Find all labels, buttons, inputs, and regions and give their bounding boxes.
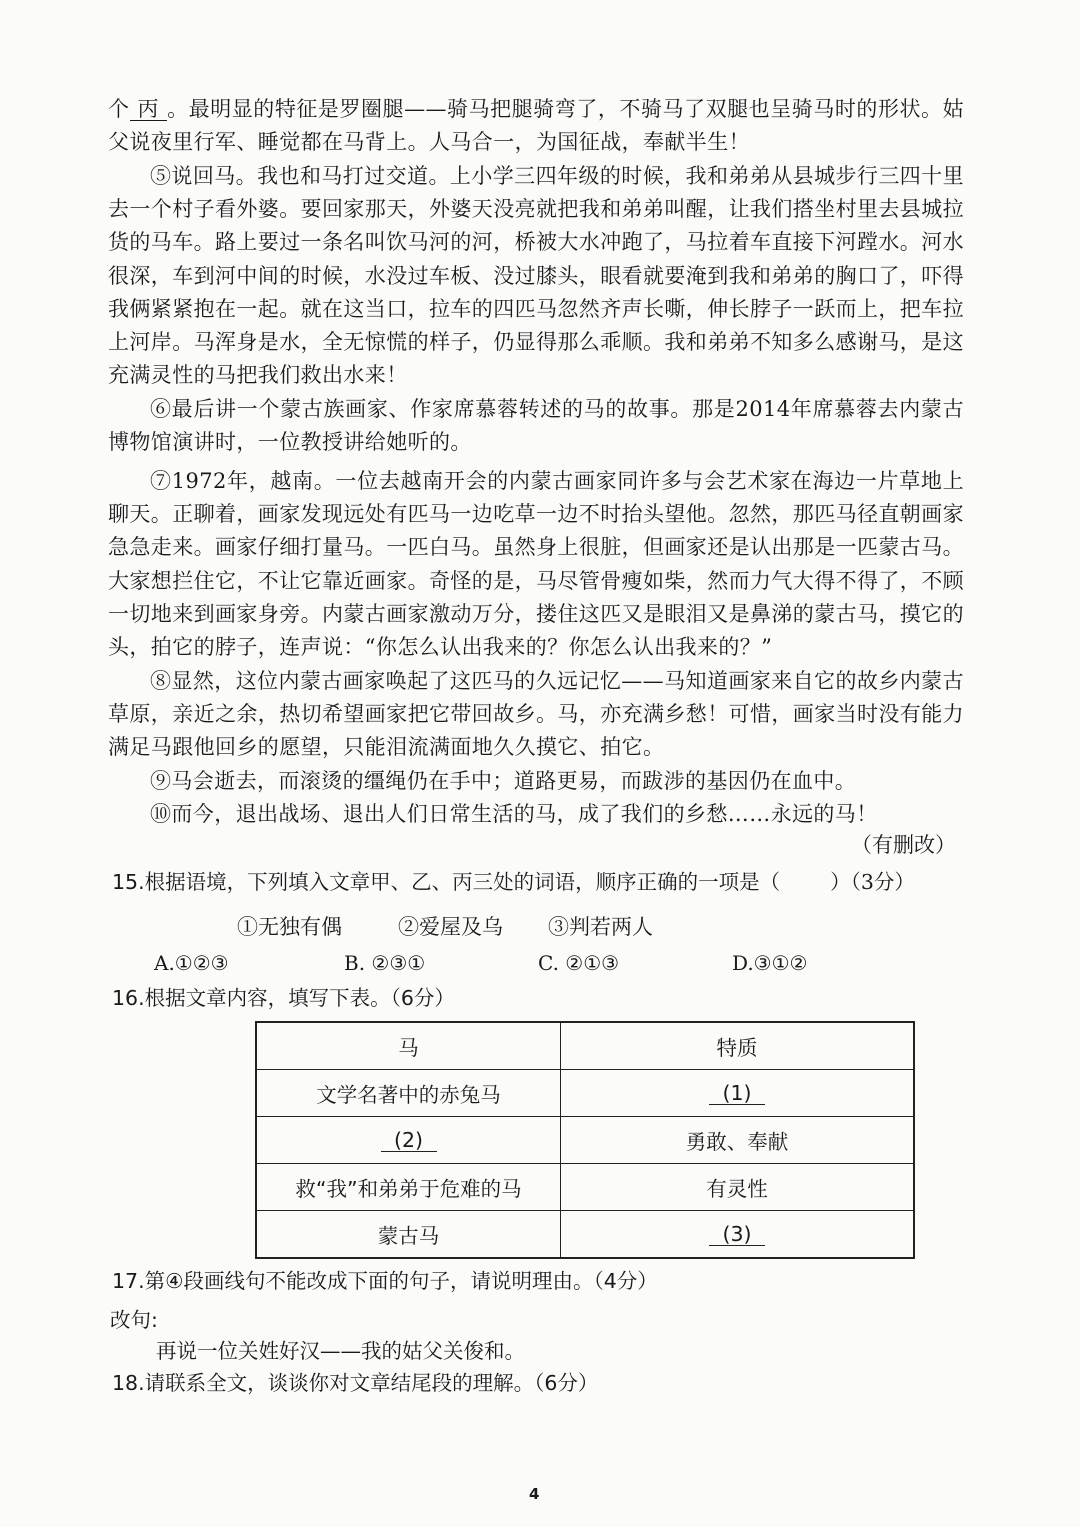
paragraph-9: ⑨马会逝去，而滚烫的缰绳仍在手中；道路更易，而跋涉的基因仍在血中。 (150, 769, 857, 793)
horse-trait-table (255, 1021, 915, 1259)
word-option-1: ①无独有偶 (237, 915, 342, 939)
cell-horse (256, 1117, 561, 1164)
q15-mark: ）（3分） (830, 870, 915, 894)
paragraph-6: ⑥最后讲一个蒙古族画家、作家席慕蓉转述的马的故事。那是2014年席慕蓉去内蒙古博物馆演讲时，一位教授讲给她听的。 (108, 397, 964, 455)
cell-horse: 救“我”和弟弟于危难的马 (256, 1164, 561, 1211)
option-c: C. ②①③ (538, 951, 620, 975)
option-d: D.③①② (732, 951, 808, 975)
option-a: A.①②③ (154, 951, 229, 975)
paragraph-8: ⑧显然，这位内蒙古画家唤起了这匹马的久远记忆——马知道画家来自它的故乡内蒙古草原，亲近之余，热切希望画家把它带回故乡。马，亦充满乡愁！可惜，画家当时没有能力满足马跟他回乡的愿望，只能泪流满面地久久摸它、拍它。 (108, 669, 964, 760)
answer-blank-3: (3) (709, 1223, 765, 1246)
question-17-stem: 17.第④段画线句不能改成下面的句子，请说明理由。（4分） (112, 1269, 658, 1293)
table-row (256, 1211, 914, 1259)
answer-blank-1: (1) (709, 1082, 765, 1105)
cell-horse: 文学名著中的赤兔马 (256, 1070, 561, 1117)
table-row (256, 1117, 914, 1164)
paragraph-10: ⑩而今，退出战场、退出人们日常生活的马，成了我们的乡愁……永远的马！ (150, 802, 878, 826)
paragraph-5: ⑤说回马。我也和马打过交道。上小学三四年级的时候，我和弟弟从县城步行三四十里去一个村子看外婆。要回家那天，外婆天没亮就把我和弟弟叫醒，让我们搭坐村里去县城拉货的马车。路上要过一条名叫饮马河的河，桥被大水冲跑了，马拉着车直接下河蹚水。河水很深，车到河中间的时候，水没过车板、没过膝头，眼看就要淹到我和弟弟的胸口了，吓得我俩紧紧抱在一起。就在这当口，拉车的四匹马忽然齐声长嘶，伸长脖子一跃而上，把车拉上河岸。马浑身是水，全无惊慌的样子，仍显得那么乖顺。我和弟弟不知多么感谢马，是这充满灵性的马把我们救出水来！ (108, 164, 964, 388)
p4-after: 。最明显的特征是罗圈腿——骑马把腿骑弯了，不骑马了双腿也呈骑马时的形状。姑父说夜里行军、睡觉都在马背上。人马合一，为国征战，奉献半生！ (108, 97, 964, 155)
question-15-stem (112, 867, 915, 897)
question-18-stem: 18.请联系全文，谈谈你对文章结尾段的理解。（6分） (112, 1371, 599, 1395)
cell-trait (561, 1070, 915, 1117)
word-option-2: ②爱屋及乌 (398, 915, 503, 939)
page-number: 4 (529, 1485, 540, 1503)
paragraph-7: ⑦1972年，越南。一位去越南开会的内蒙古画家同许多与会艺术家在海边一片草地上聊天。正聊着，画家发现远处有匹马一边吃草一边不时抬头望他。忽然，那匹马径直朝画家急急走来。画家仔细打量马。一匹白马。虽然身上很脏，但画家还是认出那是一匹蒙古马。大家想拦住它，不让它靠近画家。奇怪的是，马尽管骨瘦如柴，然而力气大得不得了，不顾一切地来到画家身旁。内蒙古画家激动万分，搂住这匹又是眼泪又是鼻涕的蒙古马，摸它的头，拍它的脖子，连声说：“你怎么认出我来的？你怎么认出我来的？” (108, 469, 964, 660)
q15-stem-text: 15.根据语境，下列填入文章甲、乙、丙三处的词语，顺序正确的一项是（ (112, 870, 781, 894)
cell-trait: 勇敢、奉献 (561, 1117, 915, 1164)
answer-blank-2: (2) (381, 1129, 437, 1152)
blank-bing: 丙 (130, 98, 167, 121)
cell-trait: 有灵性 (561, 1164, 915, 1211)
paragraph-4-continued (108, 93, 964, 159)
header-trait: 特质 (561, 1022, 915, 1070)
rewrite-sentence: 再说一位关姓好汉——我的姑父关俊和。 (156, 1339, 525, 1363)
word-option-3: ③判若两人 (548, 915, 653, 939)
table-header-row (256, 1022, 914, 1070)
rewrite-label: 改句: (110, 1308, 158, 1332)
header-horse: 马 (256, 1022, 561, 1070)
p4-before: 个 (108, 97, 130, 121)
table-row (256, 1164, 914, 1211)
cell-horse: 蒙古马 (256, 1211, 561, 1259)
table-row (256, 1070, 914, 1117)
source-note: （有删改） (851, 833, 956, 857)
question-16-stem: 16.根据文章内容，填写下表。（6分） (112, 986, 455, 1010)
cell-trait (561, 1211, 915, 1259)
option-b: B. ②③① (344, 951, 426, 975)
